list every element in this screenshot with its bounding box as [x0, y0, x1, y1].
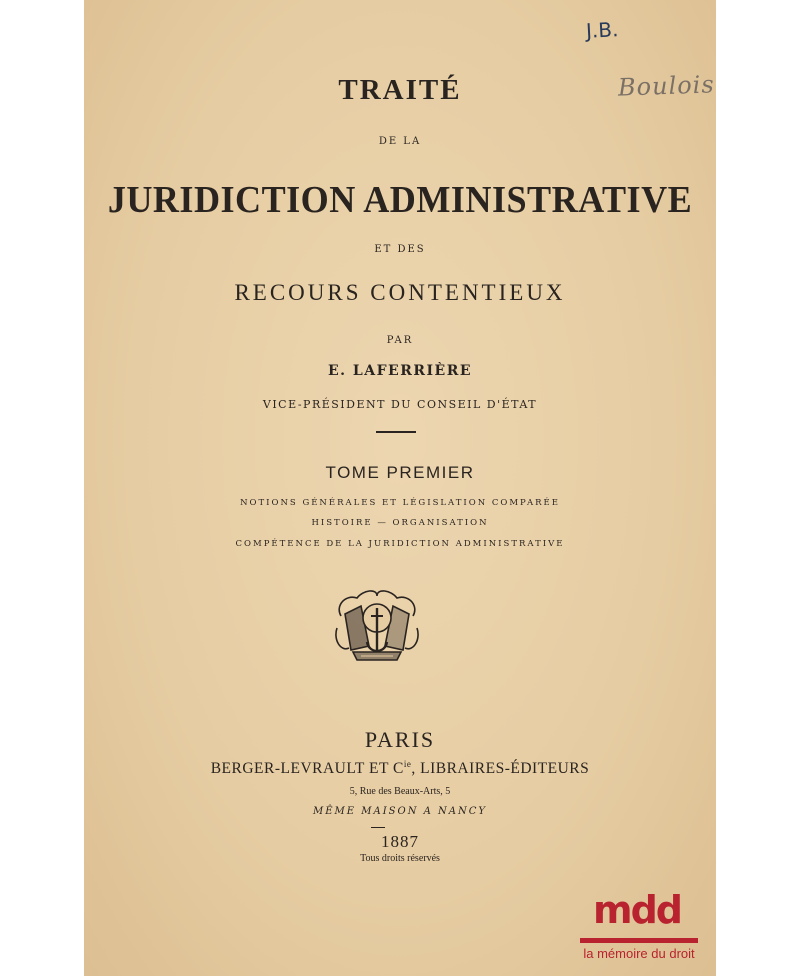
handwritten-signature: Boulois	[617, 70, 716, 102]
book-title-page	[84, 0, 716, 976]
main-title: JURIDICTION ADMINISTRATIVE	[107, 179, 693, 221]
publisher-role: , LIBRAIRES-ÉDITEURS	[411, 760, 590, 778]
handwritten-initials: J.B.	[585, 17, 619, 43]
contents-line-1: NOTIONS GÉNÉRALES ET LÉGISLATION COMPARÉE	[240, 498, 560, 508]
publication-year: 1887	[381, 832, 419, 851]
publisher-emblem-icon	[331, 586, 423, 668]
mdd-logo	[572, 888, 722, 968]
logo-tagline: la mémoire du droit	[583, 946, 695, 961]
by-label: PAR	[386, 335, 414, 346]
rights-notice: Tous droits réservés	[360, 853, 440, 864]
contents-line-3: COMPÉTENCE DE LA JURIDICTION ADMINISTRATIVE	[235, 539, 565, 549]
publisher-branch: MÊME MAISON A NANCY	[312, 806, 488, 817]
logo-mark: mdd	[593, 888, 681, 932]
title: TRAITÉ	[338, 74, 462, 106]
title-connector-de-la: DE LA	[378, 136, 422, 147]
city: PARIS	[364, 727, 436, 752]
contents-line-2: HISTOIRE — ORGANISATION	[311, 518, 489, 528]
publisher-name: BERGER-LEVRAULT ET C	[210, 760, 404, 778]
subtitle: RECOURS CONTENTIEUX	[234, 280, 566, 305]
author-role: VICE-PRÉSIDENT DU CONSEIL D'ÉTAT	[262, 398, 538, 411]
year-rule	[371, 827, 385, 828]
publisher	[84, 759, 716, 778]
publisher-superscript: ie	[403, 759, 412, 769]
title-connector-et-des: ET DES	[374, 244, 426, 255]
volume-label: TOME PREMIER	[325, 463, 475, 482]
publisher-address: 5, Rue des Beaux-Arts, 5	[349, 786, 451, 797]
divider-rule	[376, 431, 416, 433]
logo-bar	[580, 938, 698, 943]
author-name: E. LAFERRIÈRE	[327, 363, 473, 379]
